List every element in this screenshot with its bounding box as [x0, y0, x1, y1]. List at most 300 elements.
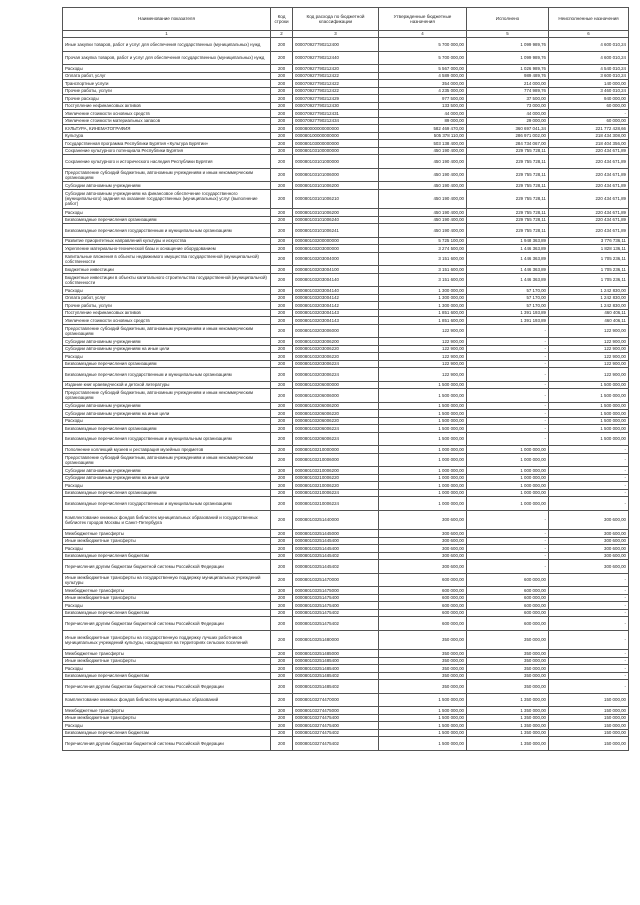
row-name: Увеличение стоимости основных средств [63, 317, 271, 325]
row-class-code: 000080103200000000 [293, 237, 379, 245]
table-row [63, 155, 629, 169]
row-executed: 229 755 728,11 [467, 147, 549, 155]
table-row [63, 545, 629, 553]
row-name: Межбюджетные трансферты [63, 530, 271, 538]
table-row [63, 140, 629, 148]
row-unexecuted: - [549, 680, 629, 694]
row-unexecuted: 220 434 671,89 [549, 155, 629, 169]
table-row [63, 714, 629, 722]
column-number: 1 [63, 31, 271, 38]
row-class-code: 000070927790212422 [293, 72, 379, 80]
row-approved: 450 190 400,00 [379, 216, 467, 224]
row-executed: 350 000,00 [467, 630, 549, 650]
table-row [63, 237, 629, 245]
row-approved: 300 600,00 [379, 552, 467, 560]
row-approved: 4 589 000,00 [379, 72, 467, 80]
row-unexecuted: 220 434 671,89 [549, 182, 629, 190]
row-executed: 1 350 000,00 [467, 707, 549, 715]
row-unexecuted: 122 900,00 [549, 324, 629, 338]
row-name: Поступление нефинансовых активов [63, 102, 271, 110]
row-unexecuted: 1 705 236,11 [549, 252, 629, 266]
row-unexecuted: 220 434 671,89 [549, 168, 629, 182]
row-name: Поступление нефинансовых активов [63, 309, 271, 317]
table-row [63, 417, 629, 425]
row-line-code: 200 [271, 147, 293, 155]
row-executed: 229 755 728,11 [467, 182, 549, 190]
table-row [63, 87, 629, 95]
row-executed: 1 000 000,00 [467, 497, 549, 511]
row-executed: 600 000,00 [467, 587, 549, 595]
row-executed: 286 971 002,00 [467, 132, 549, 140]
row-class-code: 000080103101000000 [293, 155, 379, 169]
row-unexecuted: 60 000,00 [549, 102, 629, 110]
row-name: Прочие работы, услуги [63, 302, 271, 310]
row-executed: 1 350 000,00 [467, 722, 549, 730]
row-executed: - [467, 389, 549, 403]
row-line-code: 200 [271, 665, 293, 673]
row-line-code: 200 [271, 482, 293, 490]
table-row [63, 707, 629, 715]
row-line-code: 200 [271, 345, 293, 353]
row-name: Безвозмездные перечисления государственным и муниципальным организациям [63, 497, 271, 511]
row-class-code: 000070927790212420 [293, 65, 379, 73]
row-line-code: 200 [271, 602, 293, 610]
table-row [63, 51, 629, 65]
table-row [63, 665, 629, 673]
row-approved: 122 900,00 [379, 368, 467, 382]
row-approved: 3 151 600,00 [379, 273, 467, 287]
row-line-code: 200 [271, 302, 293, 310]
table-row [63, 252, 629, 266]
row-executed: 57 170,00 [467, 302, 549, 310]
row-executed: 600 000,00 [467, 609, 549, 617]
row-approved: 1 500 000,00 [379, 389, 467, 403]
row-executed: 1 391 193,89 [467, 309, 549, 317]
row-unexecuted: 1 828 136,11 [549, 245, 629, 253]
row-name: Предоставление субсидий бюджетным, автономным учреждениям и иным некоммерческим организациям [63, 324, 271, 338]
row-line-code: 200 [271, 707, 293, 715]
row-name: Комплектование книжных фондов библиотек муниципальных образований [63, 693, 271, 707]
table-row [63, 294, 629, 302]
table-row [63, 95, 629, 103]
row-executed: 350 000,00 [467, 672, 549, 680]
row-unexecuted: 300 600,00 [549, 560, 629, 574]
row-unexecuted: - [549, 446, 629, 454]
table-row [63, 693, 629, 707]
row-class-code: 000080103251485402 [293, 680, 379, 694]
row-name: Межбюджетные трансферты [63, 587, 271, 595]
table-row [63, 602, 629, 610]
row-class-code: 000080103251470000 [293, 573, 379, 587]
row-name: Прочие расходы [63, 95, 271, 103]
table-row [63, 287, 629, 295]
table-row [63, 117, 629, 125]
row-class-code: 000080103251475000 [293, 587, 379, 595]
row-executed: - [467, 552, 549, 560]
row-line-code: 200 [271, 722, 293, 730]
row-name: Безвозмездные перечисления организациям [63, 425, 271, 433]
row-unexecuted: - [549, 489, 629, 497]
header-approved: Утвержденные бюджетные назначения [379, 8, 467, 31]
row-executed: 1 000 000,00 [467, 482, 549, 490]
header-line-code: Код строки [271, 8, 293, 31]
row-name: Расходы [63, 209, 271, 217]
row-executed: - [467, 360, 549, 368]
table-row [63, 209, 629, 217]
row-name: Государственная программа Республики Бурятия «Культура Бурятии» [63, 140, 271, 148]
row-approved: 122 900,00 [379, 360, 467, 368]
row-unexecuted: 460 406,11 [549, 317, 629, 325]
row-name: Расходы [63, 602, 271, 610]
row-approved: 450 190 400,00 [379, 189, 467, 209]
row-executed: 1 026 989,76 [467, 65, 549, 73]
table-row [63, 125, 629, 133]
row-approved: 300 600,00 [379, 545, 467, 553]
table-row [63, 132, 629, 140]
row-unexecuted: - [549, 672, 629, 680]
table-row [63, 537, 629, 545]
row-name: Сохранение культурного потенциала Республики Бурятия [63, 147, 271, 155]
row-name: Транспортные услуги [63, 80, 271, 88]
row-class-code: 000080103203000000 [293, 245, 379, 253]
table-row [63, 482, 629, 490]
row-approved: 600 000,00 [379, 594, 467, 602]
row-name: Издание книг краеведческой и детской литературы [63, 381, 271, 389]
row-name: Развитие приоритетных направлений культуры и искусства [63, 237, 271, 245]
row-approved: 3 274 500,00 [379, 245, 467, 253]
row-line-code: 200 [271, 693, 293, 707]
row-approved: 3 151 600,00 [379, 266, 467, 274]
row-unexecuted: 1 705 236,11 [549, 266, 629, 274]
row-line-code: 200 [271, 140, 293, 148]
row-line-code: 200 [271, 237, 293, 245]
table-row [63, 65, 629, 73]
row-executed: - [467, 537, 549, 545]
row-class-code: 000080103203004142 [293, 302, 379, 310]
row-line-code: 200 [271, 737, 293, 751]
row-class-code: 000070927790212422 [293, 87, 379, 95]
row-unexecuted: 3 600 010,24 [549, 72, 629, 80]
row-class-code: 000080103251445402 [293, 560, 379, 574]
row-approved: 503 138 400,00 [379, 140, 467, 148]
row-name: КУЛЬТУРА, КИНЕМАТОГРАФИЯ [63, 125, 271, 133]
row-executed: - [467, 338, 549, 346]
row-executed: 29 000,00 [467, 117, 549, 125]
budget-report-sheet [62, 7, 628, 751]
row-approved: 5 700 000,00 [379, 38, 467, 52]
table-row [63, 594, 629, 602]
row-approved: 350 000,00 [379, 650, 467, 658]
row-executed: - [467, 345, 549, 353]
row-unexecuted: - [549, 474, 629, 482]
row-executed: 1 446 363,89 [467, 252, 549, 266]
row-unexecuted: 3 460 010,24 [549, 87, 629, 95]
table-row [63, 381, 629, 389]
table-row [63, 609, 629, 617]
row-line-code: 200 [271, 587, 293, 595]
table-row [63, 72, 629, 80]
row-line-code: 200 [271, 630, 293, 650]
row-approved: 300 600,00 [379, 530, 467, 538]
row-line-code: 200 [271, 102, 293, 110]
row-unexecuted: 4 540 010,24 [549, 65, 629, 73]
row-class-code: 000080103210006000 [293, 453, 379, 467]
table-row [63, 309, 629, 317]
row-line-code: 200 [271, 417, 293, 425]
row-unexecuted: 300 600,00 [549, 552, 629, 560]
row-class-code: 000080103206006220 [293, 417, 379, 425]
row-unexecuted: - [549, 602, 629, 610]
row-executed: 229 755 728,11 [467, 155, 549, 169]
row-executed: - [467, 402, 549, 410]
row-unexecuted: 150 000,00 [549, 722, 629, 730]
row-approved: 1 500 000,00 [379, 410, 467, 418]
row-name: Прочие работы, услуги [63, 87, 271, 95]
row-executed: 1 350 000,00 [467, 693, 549, 707]
row-name: Безвозмездные перечисления организациям [63, 216, 271, 224]
row-name: Бюджетные инвестиции [63, 266, 271, 274]
table-row [63, 324, 629, 338]
row-unexecuted: 4 600 010,24 [549, 51, 629, 65]
row-line-code: 200 [271, 338, 293, 346]
row-class-code: 000080103210006224 [293, 497, 379, 511]
row-executed: 1 099 989,76 [467, 38, 549, 52]
table-row [63, 368, 629, 382]
header-name: Наименование показателя [63, 8, 271, 31]
row-executed: 229 755 728,11 [467, 209, 549, 217]
row-name: Иные межбюджетные трансферты [63, 594, 271, 602]
row-executed: 600 000,00 [467, 594, 549, 602]
row-line-code: 200 [271, 353, 293, 361]
row-line-code: 200 [271, 360, 293, 368]
row-unexecuted: 140 000,00 [549, 80, 629, 88]
row-line-code: 200 [271, 552, 293, 560]
column-numbers-row [63, 31, 629, 38]
row-line-code: 200 [271, 287, 293, 295]
row-executed: - [467, 353, 549, 361]
row-name: Иные закупки товаров, работ и услуг для обеспечения государственных (муниципальных) нужд [63, 38, 271, 52]
row-unexecuted: 218 404 356,00 [549, 140, 629, 148]
row-executed: 1 099 989,76 [467, 51, 549, 65]
table-row [63, 102, 629, 110]
row-line-code: 200 [271, 80, 293, 88]
row-class-code: 000070927790212429 [293, 95, 379, 103]
row-approved: 1 000 000,00 [379, 446, 467, 454]
row-line-code: 200 [271, 87, 293, 95]
row-executed: 1 948 363,89 [467, 237, 549, 245]
row-executed: - [467, 368, 549, 382]
row-class-code: 000080103203004100 [293, 266, 379, 274]
table-row [63, 216, 629, 224]
row-line-code: 200 [271, 609, 293, 617]
row-line-code: 200 [271, 266, 293, 274]
table-row [63, 474, 629, 482]
row-line-code: 200 [271, 650, 293, 658]
row-approved: 505 378 110,00 [379, 132, 467, 140]
row-name: Расходы [63, 417, 271, 425]
row-line-code: 200 [271, 714, 293, 722]
row-class-code: 000080103274475402 [293, 737, 379, 751]
row-class-code: 000080103101006210 [293, 189, 379, 209]
row-executed: - [467, 530, 549, 538]
row-name: Оплата работ, услуг [63, 294, 271, 302]
row-line-code: 200 [271, 317, 293, 325]
budget-execution-table [62, 7, 629, 751]
row-line-code: 200 [271, 38, 293, 52]
row-class-code: 000070927790212440 [293, 51, 379, 65]
row-name: Безвозмездные перечисления бюджетам [63, 552, 271, 560]
row-unexecuted: 220 434 671,89 [549, 216, 629, 224]
row-class-code: 000080103100000000 [293, 147, 379, 155]
row-executed: 229 755 728,11 [467, 189, 549, 209]
row-class-code: 000080103274475000 [293, 707, 379, 715]
row-class-code: 000080103101006200 [293, 209, 379, 217]
row-executed: 284 734 067,00 [467, 140, 549, 148]
row-class-code: 000080103203006000 [293, 324, 379, 338]
table-row [63, 389, 629, 403]
row-name: Безвозмездные перечисления государственным и муниципальным организациям [63, 368, 271, 382]
row-line-code: 200 [271, 573, 293, 587]
row-approved: 5 700 000,00 [379, 51, 467, 65]
row-unexecuted: - [549, 650, 629, 658]
row-executed: - [467, 425, 549, 433]
row-approved: 600 000,00 [379, 587, 467, 595]
table-body [63, 38, 629, 751]
table-row [63, 224, 629, 238]
table-row [63, 168, 629, 182]
column-number: 4 [379, 31, 467, 38]
row-executed: - [467, 381, 549, 389]
row-name: Безвозмездные перечисления бюджетам [63, 672, 271, 680]
row-class-code: 000080103251475402 [293, 617, 379, 631]
row-unexecuted: 300 600,00 [549, 510, 629, 530]
row-class-code: 000080103101006241 [293, 224, 379, 238]
row-unexecuted: 940 000,00 [549, 95, 629, 103]
row-class-code: 000080103203004000 [293, 252, 379, 266]
row-executed: 1 446 363,89 [467, 273, 549, 287]
row-unexecuted: 1 500 000,00 [549, 432, 629, 446]
row-line-code: 200 [271, 273, 293, 287]
row-name: Культура [63, 132, 271, 140]
row-approved: 300 600,00 [379, 560, 467, 574]
row-class-code: 000070927790212430 [293, 102, 379, 110]
row-unexecuted: 1 705 236,11 [549, 273, 629, 287]
row-executed: 1 350 000,00 [467, 737, 549, 751]
row-class-code: 000080103101006200 [293, 182, 379, 190]
row-unexecuted: - [549, 630, 629, 650]
row-name: Межбюджетные трансферты [63, 707, 271, 715]
row-unexecuted: 218 434 308,00 [549, 132, 629, 140]
row-unexecuted: 122 900,00 [549, 338, 629, 346]
row-name: Безвозмездные перечисления организациям [63, 489, 271, 497]
row-approved: 122 900,00 [379, 324, 467, 338]
row-name: Увеличение стоимости материальных запасов [63, 117, 271, 125]
row-unexecuted: 1 500 000,00 [549, 410, 629, 418]
row-line-code: 200 [271, 467, 293, 475]
table-row [63, 560, 629, 574]
row-class-code: 000080100000000000 [293, 132, 379, 140]
row-approved: 450 190 400,00 [379, 168, 467, 182]
row-approved: 300 600,00 [379, 537, 467, 545]
row-executed: - [467, 410, 549, 418]
row-name: Расходы [63, 722, 271, 730]
row-unexecuted: - [549, 609, 629, 617]
row-approved: 1 300 000,00 [379, 294, 467, 302]
row-unexecuted: 221 772 428,66 [549, 125, 629, 133]
table-row [63, 110, 629, 118]
row-name: Иные межбюджетные трансферты [63, 537, 271, 545]
row-name: Перечисления другим бюджетам бюджетной системы Российской Федерации [63, 617, 271, 631]
row-class-code: 000080103251445402 [293, 552, 379, 560]
row-line-code: 200 [271, 497, 293, 511]
row-unexecuted: 1 242 830,00 [549, 294, 629, 302]
row-approved: 1 000 000,00 [379, 482, 467, 490]
row-unexecuted: 122 900,00 [549, 360, 629, 368]
row-unexecuted: - [549, 594, 629, 602]
row-executed: 37 500,00 [467, 95, 549, 103]
table-row [63, 147, 629, 155]
row-unexecuted: 122 900,00 [549, 353, 629, 361]
row-name: Прочая закупка товаров, работ и услуг для обеспечения государственных (муниципальных) нужд [63, 51, 271, 65]
row-class-code: 000080103203006200 [293, 338, 379, 346]
row-name: Субсидии автономным учреждениям [63, 338, 271, 346]
row-approved: 600 000,00 [379, 602, 467, 610]
row-unexecuted: - [549, 665, 629, 673]
row-class-code: 000080103203006220 [293, 345, 379, 353]
row-executed: - [467, 560, 549, 574]
row-executed: 600 000,00 [467, 573, 549, 587]
column-number: 6 [549, 31, 629, 38]
row-executed: 1 000 000,00 [467, 489, 549, 497]
row-line-code: 200 [271, 729, 293, 737]
row-name: Расходы [63, 482, 271, 490]
row-class-code: 000070927790212422 [293, 80, 379, 88]
row-approved: 1 500 000,00 [379, 729, 467, 737]
row-line-code: 200 [271, 545, 293, 553]
row-line-code: 200 [271, 537, 293, 545]
row-name: Предоставление субсидий бюджетным, автономным учреждениям и иным некоммерческим организациям [63, 389, 271, 403]
row-unexecuted: 220 434 671,89 [549, 209, 629, 217]
row-approved: 122 900,00 [379, 353, 467, 361]
table-row [63, 360, 629, 368]
row-name: Расходы [63, 545, 271, 553]
row-name: Расходы [63, 287, 271, 295]
row-executed: 44 000,00 [467, 110, 549, 118]
table-row [63, 497, 629, 511]
row-class-code: 000080103210006220 [293, 474, 379, 482]
row-approved: 1 000 000,00 [379, 489, 467, 497]
row-line-code: 200 [271, 680, 293, 694]
row-class-code: 000080103251475400 [293, 602, 379, 610]
row-class-code: 000080103251475402 [293, 609, 379, 617]
row-unexecuted: 220 434 671,89 [549, 224, 629, 238]
row-class-code: 000080103203004142 [293, 294, 379, 302]
row-line-code: 200 [271, 617, 293, 631]
row-approved: 44 000,00 [379, 110, 467, 118]
row-class-code: 000080103203004143 [293, 309, 379, 317]
row-line-code: 200 [271, 189, 293, 209]
row-line-code: 200 [271, 168, 293, 182]
row-line-code: 200 [271, 410, 293, 418]
row-line-code: 200 [271, 110, 293, 118]
row-approved: 600 000,00 [379, 617, 467, 631]
row-line-code: 200 [271, 224, 293, 238]
table-row [63, 302, 629, 310]
row-approved: 350 000,00 [379, 657, 467, 665]
row-unexecuted: 300 600,00 [549, 537, 629, 545]
row-approved: 1 500 000,00 [379, 381, 467, 389]
row-executed: 1 350 000,00 [467, 729, 549, 737]
